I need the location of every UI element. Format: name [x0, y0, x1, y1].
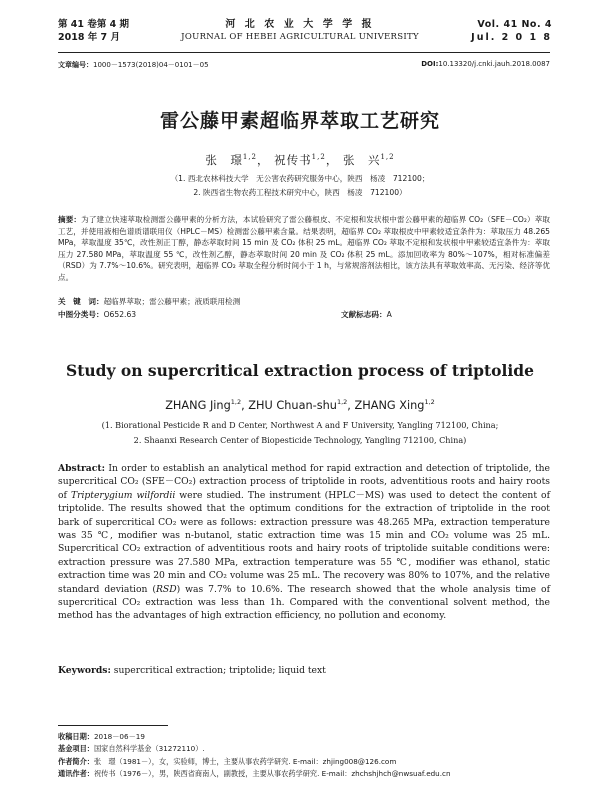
clc-code: O652.63	[103, 310, 137, 319]
author-en-1-affil: 1,2	[230, 398, 242, 406]
author-cn-2: 祝传书	[274, 153, 312, 167]
authors-cn: 张 璟$^{1,2}$， 祝传书$^{1,2}$， 张 兴$^{1,2}$	[205, 153, 395, 167]
abstract-cn-text: 为了建立快速萃取检测雷公藤甲素的分析方法，本试验研究了雷公藤根皮、不定根和发状根中雷公藤甲素的超临界 CO₂（SFE－CO₂）萃取工艺，并使用液相色谱质谱联用仪（HPLC－MS）检测雷公藤甲素含量。结果表明，超临界 CO₂ 萃取根皮中甲素较适宜条件为：萃取压力 48.265 MPa，萃取温度 35℃，改性剂正丁醇，静态萃取时间 15 min 及 CO₂ 体积 25 mL。超临界 CO₂ 萃取不定根和发状根中甲素较适宜条件为：萃取压力 27.580 MPa，萃取温度 55 ℃，改性剂乙醇，静态萃取时间 20 min 及 CO₂ 体积 25 mL。添加回收率为 80%～107%，相对标准偏差（RSD）为 7.7%～10.6%。研究表明，超临界 CO₂ 萃取全程分析时间小于 1 h，与常规溶剂法相比，该方法具有萃取效率高、无污染、经济等优点。	[58, 215, 551, 282]
header-date-en: Jul. 2 0 1 8	[471, 32, 552, 43]
affiliations-cn	[0, 172, 600, 200]
article-number	[58, 60, 209, 70]
affiliation-cn-2: 2. 陕西省生物农药工程技术研究中心，陕西 杨凌 712100）	[193, 188, 407, 197]
abstract-en-text-1: In order to establish an analytical method for rapid extraction and detection of triptolide, the supercritical CO₂ (SFE－CO₂) extraction process of triptolide in roots, adventitious roots and hairy roots of	[58, 463, 550, 501]
keywords-cn	[58, 296, 550, 307]
footnotes	[58, 731, 550, 781]
author-cn-1-affil: 1,2	[242, 153, 258, 162]
abstract-en-text-3: ) was 7.7% to 10.6%. The research showed that the whole analysis time of supercritical CO₂ extraction was less than 1h. Compared with the conventional solvent method, the method has the advantages of high extraction efficiency, no pollution and economy.	[58, 583, 550, 622]
clc-label: 中图分类号：	[58, 310, 104, 319]
keywords-en	[58, 665, 550, 676]
header-issue-en	[471, 18, 552, 44]
footnote-author	[58, 756, 550, 768]
footnote-received	[58, 731, 550, 743]
fund-text: 国家自然科学基金（31272110）.	[93, 744, 205, 754]
author-en-2-affil: 1,2	[336, 398, 348, 406]
author-bio-label: 作者简介：	[58, 756, 94, 766]
article-number-label: 文章编号：	[58, 61, 93, 69]
affiliation-cn-1: （1. 西北农林科技大学 无公害农药研究服务中心，陕西 杨凌 712100；	[170, 174, 430, 183]
header-volume-en: Vol. 41 No. 4	[477, 19, 552, 30]
author-cn-2-affil: 1,2	[311, 153, 326, 162]
header-journal	[170, 18, 430, 44]
corresponding-label: 通讯作者：	[58, 769, 94, 779]
author-cn-3: 张 兴	[342, 153, 381, 167]
fund-label: 基金项目：	[58, 744, 94, 754]
keywords-cn-text: 超临界萃取；雷公藤甲素；液质联用检测	[103, 297, 241, 306]
affiliation-en-2: 2. Shaanxi Research Center of Biopesticide Technology, Yangling 712100, China)	[133, 435, 467, 445]
abstract-en	[58, 462, 550, 623]
author-en-3-affil: 1,2	[424, 398, 435, 406]
affiliation-en-1: (1. Biorational Pesticide R and D Center, Northwest A and F University, Yangling 712100, China;	[101, 420, 499, 430]
rsd-abbrev: RSD	[156, 583, 177, 595]
document-code-label: 文献标志码：	[341, 310, 387, 319]
corresponding-text: 祝传书（1976－），男，陕西省商南人，副教授，主要从事农药学研究. E-mail：zhchshjhch@nwsuaf.edu.cn	[93, 769, 451, 779]
author-en-1: ZHANG Jing	[165, 398, 231, 412]
footnote-fund	[58, 743, 550, 755]
article-meta	[58, 60, 550, 72]
header-volume-cn: 第 41 卷第 4 期	[58, 19, 130, 30]
classification-cn	[58, 309, 550, 321]
keywords-en-text: supercritical extraction; triptolide; liquid text	[110, 665, 326, 676]
doi-value: 10.13320/j.cnki.jauh.2018.0087	[438, 60, 550, 68]
keywords-cn-label: 关 键 词：	[58, 297, 104, 306]
abstract-en-text-2: were studied. The instrument (HPLC－MS) was used to detect the content of triptolide. The results showed that the optimum conditions for the extraction of triptolide in the root bark of supercritical CO₂ were as follows: extraction pressure was 48.265 MPa, extraction temperature was 35 ℃, modifier was n-butanol, static extraction time was 15 min and CO₂ volume was 25 mL. Supercritical CO₂ extraction of adventitious roots and hairy roots of triptolide suitable conditions were: extraction pressure was 27.580 MPa, extraction temperature was 55 ℃, modifier was ethanol, static extraction time was 20 min and CO₂ volume was 25 mL. The recovery was 80% to 107%, and the relative standard deviation (	[58, 489, 550, 595]
title-cn: 雷公藤甲素超临界萃取工艺研究	[159, 110, 440, 132]
author-bio-text: 张 璟（1981－），女，实验师，博士，主要从事农药学研究. E-mail：zhjing008@126.com	[93, 756, 397, 766]
document-code-value: A	[386, 310, 392, 319]
footnote-corresponding	[58, 768, 550, 780]
journal-name-en: JOURNAL OF HEBEI AGRICULTURAL UNIVERSITY	[181, 32, 419, 42]
abstract-cn-label: 摘要：	[58, 215, 82, 224]
affiliations-en	[0, 418, 600, 448]
author-cn-3-affil: 1,2	[380, 153, 395, 162]
doi-label: DOI:	[421, 60, 439, 68]
running-header	[0, 18, 600, 48]
header-rule	[58, 52, 550, 53]
abstract-en-label: Abstract:	[58, 463, 105, 474]
author-en-2: ZHU Chuan-shu	[248, 398, 337, 412]
keywords-en-label: Keywords:	[58, 665, 111, 676]
document-code	[341, 309, 392, 320]
footnote-rule	[58, 725, 168, 726]
article-number-value: 1000－1573(2018)04－0101－05	[93, 61, 209, 69]
journal-name-cn: 河 北 农 业 大 学 学 报	[225, 19, 375, 30]
author-cn-1: 张 璟	[205, 153, 243, 167]
authors-en: ZHANG Jing$^{1,2}$, ZHU Chuan-shu$^{1,2}$, ZHANG Xing$^{1,2}$	[165, 398, 435, 412]
received-date: 2018－06－19	[93, 732, 145, 741]
header-issue-cn	[58, 18, 129, 44]
author-en-3: ZHANG Xing	[354, 398, 425, 412]
header-date-cn: 2018 年 7 月	[58, 32, 120, 43]
abstract-cn	[58, 214, 550, 284]
title-en: Study on supercritical extraction process of triptolide	[66, 361, 534, 380]
doi	[421, 60, 550, 68]
species-name: Tripterygium wilfordii	[70, 489, 176, 501]
received-label: 收稿日期：	[58, 732, 94, 741]
